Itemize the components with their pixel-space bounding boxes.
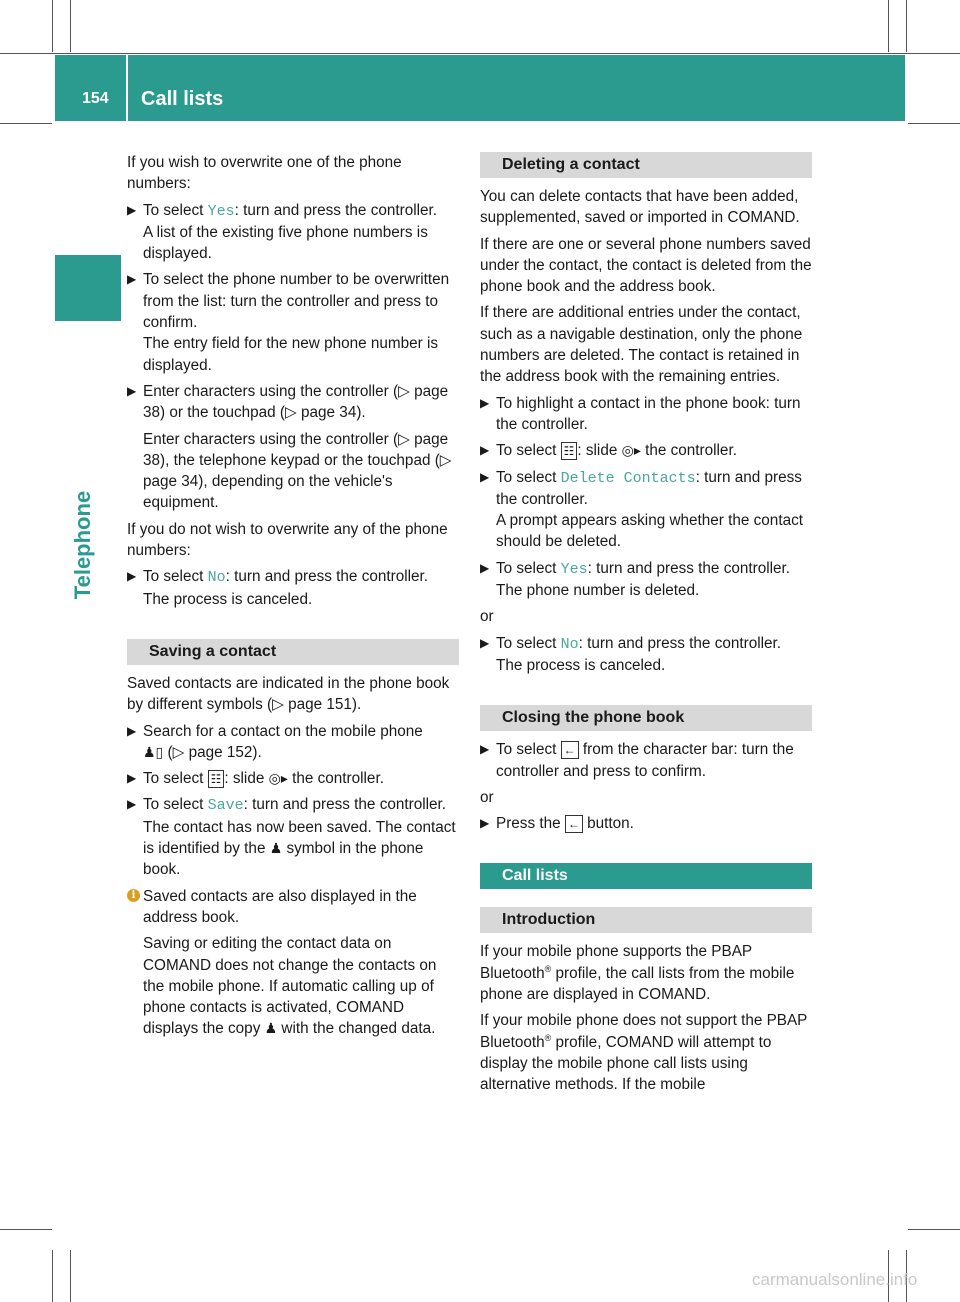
crop-mark <box>0 1229 52 1230</box>
instruction-step: ▶ To select Yes: turn and press the controller. A list of the existing five phone numbers is displayed. <box>127 200 459 265</box>
instruction-step: ▶ To select No: turn and press the controller. The process is canceled. <box>127 566 459 610</box>
section-heading-closing: Closing the phone book <box>480 705 812 731</box>
controller-slide-right-icon: ◎▸ <box>268 770 288 787</box>
person-icon: ♟ <box>264 1020 278 1037</box>
info-icon: i <box>127 889 140 902</box>
crop-mark <box>0 53 960 54</box>
paragraph: If your mobile phone supports the PBAP Bluetooth® profile, the call lists from the mobile phone are displayed in COMAND. <box>480 943 795 1004</box>
step-arrow-icon: ▶ <box>480 635 490 650</box>
right-column <box>480 152 812 1101</box>
paragraph: If your mobile phone does not support the PBAP Bluetooth® profile, COMAND will attempt to display the mobile phone call lists using alternative methods. If the mobile <box>480 1012 808 1094</box>
controller-slide-right-icon: ◎▸ <box>621 442 641 459</box>
step-arrow-icon: ▶ <box>480 443 490 458</box>
instruction-step: ▶ To select Save: turn and press the controller. The contact has now been saved. The contact is identified by the ♟ symbol in the phone book. <box>127 796 456 879</box>
step-arrow-icon: ▶ <box>127 202 137 217</box>
menu-option-yes: Yes <box>207 202 235 220</box>
step-arrow-icon: ▶ <box>127 797 137 812</box>
left-column <box>127 152 459 1045</box>
paragraph: If there are additional entries under the contact, such as a navigable destination, only the phone numbers are deleted. The contact is retained in the address book with the remaining entries. <box>480 304 803 386</box>
menu-option-no: No <box>560 635 579 653</box>
instruction-step: ▶ To select Delete Contacts: turn and press the controller. A prompt appears asking whether the contact should be deleted. <box>480 467 812 553</box>
step-arrow-icon: ▶ <box>127 723 137 738</box>
watermark: carmanualsonline.info <box>752 1270 918 1289</box>
step-arrow-icon: ▶ <box>480 560 490 575</box>
crop-mark <box>52 1250 53 1302</box>
step-arrow-icon: ▶ <box>127 569 137 584</box>
instruction-step: ▶ To select No: turn and press the controller. The process is canceled. <box>480 633 812 677</box>
step-arrow-icon: ▶ <box>480 742 490 757</box>
menu-option-save: Save <box>207 797 244 815</box>
step-result: The phone number is deleted. <box>496 582 700 600</box>
step-arrow-icon: ▶ <box>480 469 490 484</box>
paragraph: You can delete contacts that have been added, supplemented, saved or imported in COMAND. <box>480 188 800 227</box>
step-result: A list of the existing five phone numbers is displayed. <box>143 223 428 263</box>
crop-mark <box>52 0 53 52</box>
instruction-step: ▶ To highlight a contact in the phone book: turn the controller. <box>480 394 801 433</box>
back-symbol-icon: ← <box>561 741 579 759</box>
crop-mark <box>0 123 52 124</box>
paragraph: If there are one or several phone numbers saved under the contact, the contact is deleted from the phone book and the address book. <box>480 235 812 296</box>
crop-mark <box>70 0 71 52</box>
instruction-step: ▶ Press the ← button. <box>480 813 812 834</box>
header-divider <box>126 55 128 121</box>
step-result: The process is canceled. <box>496 656 666 674</box>
step-arrow-icon: ▶ <box>127 272 137 287</box>
instruction-step: ▶ To select ☷ : slide ◎▸ the controller. <box>127 768 459 789</box>
menu-symbol-icon: ☷ <box>208 770 225 788</box>
mobile-contact-icon: ♟▯ <box>143 743 164 760</box>
section-heading-introduction: Introduction <box>480 907 812 933</box>
step-arrow-icon: ▶ <box>127 771 137 786</box>
menu-symbol-icon: ☷ <box>561 442 578 460</box>
instruction-step: ▶ To select ☷ : slide ◎▸ the controller. <box>480 440 812 461</box>
section-heading-saving: Saving a contact <box>127 639 459 665</box>
crop-mark <box>908 123 960 124</box>
instruction-step: ▶ To select ← from the character bar: turn the controller and press to confirm. <box>480 741 794 780</box>
info-note: i Saved contacts are also displayed in the address book. Saving or editing the contact data on COMAND does not change the contacts on the mobile phone. If automatic calling up of phone contacts is activated, COMAND displays the copy ♟ with the changed data. <box>127 886 459 1040</box>
side-tab-label: Telephone <box>70 490 95 600</box>
paragraph: Saved contacts are indicated in the phone book by different symbols (▷ page 151). <box>127 674 450 714</box>
crop-mark <box>908 1229 960 1230</box>
back-button-icon: ← <box>565 815 583 833</box>
crop-mark <box>70 1250 71 1302</box>
page-title: Call lists <box>141 88 224 110</box>
menu-option-delete-contacts: Delete Contacts <box>560 469 696 487</box>
crop-mark <box>888 0 889 52</box>
menu-option-no: No <box>207 569 226 587</box>
page-number: 154 <box>82 90 109 107</box>
paragraph: If you do not wish to overwrite any of the phone numbers: <box>127 520 448 560</box>
section-heading-call-lists: Call lists <box>480 863 812 889</box>
person-icon: ♟ <box>269 840 283 857</box>
crop-mark <box>906 0 907 52</box>
instruction-step: ▶ Enter characters using the controller (▷ page 38) or the touchpad (▷ page 34). Enter characters using the controller (▷ page 38), the telephone keypad or the touchpad (▷ page 34), depending on the vehicle's equipment. <box>127 381 459 514</box>
instruction-step: ▶ Search for a contact on the mobile phone ♟▯ (▷ page 152). <box>127 722 423 761</box>
step-arrow-icon: ▶ <box>127 383 137 398</box>
step-arrow-icon: ▶ <box>480 816 490 831</box>
step-result: Enter characters using the controller (▷ page 38), the telephone keypad or the touchpad (▷ page 34), depending on the vehicle's equipment. <box>143 430 452 512</box>
step-result: The process is canceled. <box>143 590 313 608</box>
instruction-step: ▶ To select Yes: turn and press the controller. The phone number is deleted. <box>480 558 812 602</box>
side-tab-marker <box>55 255 121 321</box>
instruction-step: ▶ To select the phone number to be overwritten from the list: turn the controller and press to confirm. The entry field for the new phone number is displayed. <box>127 269 459 375</box>
section-heading-deleting: Deleting a contact <box>480 152 812 178</box>
step-arrow-icon: ▶ <box>480 395 490 410</box>
menu-option-yes: Yes <box>560 560 588 578</box>
or-separator: or <box>480 608 494 626</box>
paragraph: If you wish to overwrite one of the phone numbers: <box>127 154 402 193</box>
step-result: A prompt appears asking whether the contact should be deleted. <box>496 512 803 551</box>
or-separator: or <box>480 788 494 806</box>
step-result: The entry field for the new phone number is displayed. <box>143 335 439 374</box>
